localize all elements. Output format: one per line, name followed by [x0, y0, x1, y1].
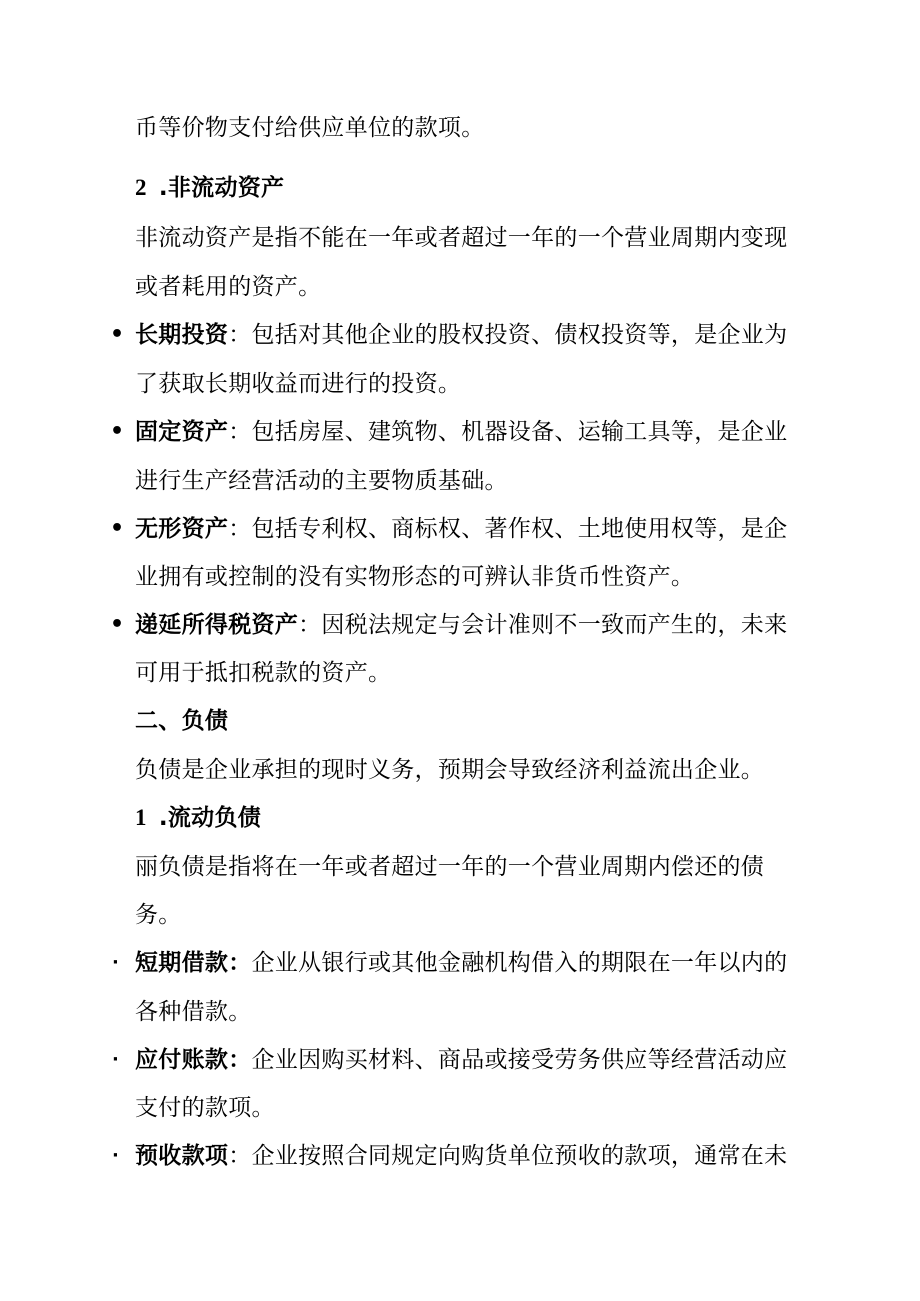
- section-heading-liabilities: 二、负债: [135, 708, 229, 734]
- heading-text: .非流动资产: [158, 175, 285, 201]
- list-item-continuation: 进行生产经营活动的主要物质基础。: [135, 468, 508, 494]
- heading-text: .流动负债: [158, 805, 262, 831]
- list-item-continuation: 各种借款。: [135, 999, 252, 1025]
- list-item-term: 固定资产: [135, 419, 229, 445]
- paragraph-line: 或者耗用的资产。: [135, 274, 322, 300]
- paragraph-line: 务。: [135, 902, 182, 928]
- section-heading-non-current-assets: [135, 173, 284, 203]
- list-item-continuation: 业拥有或控制的没有实物形态的可辨认非货币性资产。: [135, 564, 695, 590]
- list-item-accounts-payable: [135, 1045, 787, 1075]
- paragraph-line: 丽负债是指将在一年或者超过一年的一个营业周期内偿还的债: [135, 854, 765, 880]
- list-item-intangible-assets: [135, 514, 787, 544]
- paragraph-line: 币等价物支付给供应单位的款项。: [135, 115, 485, 141]
- list-item-term: 递延所得税资产: [135, 612, 299, 638]
- list-item-advance-receipts: [135, 1141, 787, 1171]
- paragraph-line: 非流动资产是指不能在一年或者超过一年的一个营业周期内变现: [135, 225, 788, 251]
- list-item-term: 长期投资: [135, 322, 229, 348]
- list-item-text: ：包括房屋、建筑物、机器设备、运输工具等，是企业: [228, 419, 788, 445]
- list-item-fixed-assets: [135, 417, 787, 447]
- heading-number: 1: [135, 805, 147, 830]
- bullet-icon: •: [110, 322, 125, 347]
- list-item-term: 短期借款：: [135, 950, 252, 976]
- list-item-continuation: 了获取长期收益而进行的投资。: [135, 371, 462, 397]
- list-item-continuation: 支付的款项。: [135, 1095, 275, 1121]
- list-item-text: ：包括专利权、商标权、著作权、土地使用权等，是企: [228, 516, 788, 542]
- bullet-icon: ·: [112, 1145, 119, 1166]
- bullet-icon: ·: [112, 952, 119, 973]
- paragraph-line: 负债是企业承担的现时义务，预期会导致经济利益流出企业。: [135, 757, 765, 783]
- bullet-icon: •: [110, 516, 125, 541]
- list-item-text: ：因税法规定与会计准则不一致而产生的，未来: [298, 612, 788, 638]
- list-item-term: 无形资产: [135, 516, 229, 542]
- list-item-term: 预收款项: [135, 1143, 229, 1169]
- list-item-continuation: 可用于抵扣税款的资产。: [135, 660, 392, 686]
- list-item-deferred-tax-assets: [135, 610, 787, 640]
- list-item-long-term-investment: [135, 320, 787, 350]
- bullet-icon: ·: [112, 1049, 119, 1070]
- list-item-text: 企业从银行或其他金融机构借入的期限在一年以内的: [251, 950, 788, 976]
- list-item-text: 企业因购买材料、商品或接受劳务供应等经营活动应: [251, 1047, 788, 1073]
- heading-number: 2: [135, 175, 147, 200]
- bullet-icon: •: [110, 612, 125, 637]
- list-item-short-term-loans: [135, 948, 787, 978]
- list-item-text: ：企业按照合同规定向购货单位预收的款项，通常在未: [228, 1143, 788, 1169]
- list-item-term: 应付账款：: [135, 1047, 252, 1073]
- section-heading-current-liabilities: [135, 803, 261, 833]
- list-item-text: ：包括对其他企业的股权投资、债权投资等，是企业为: [228, 322, 788, 348]
- bullet-icon: •: [110, 419, 125, 444]
